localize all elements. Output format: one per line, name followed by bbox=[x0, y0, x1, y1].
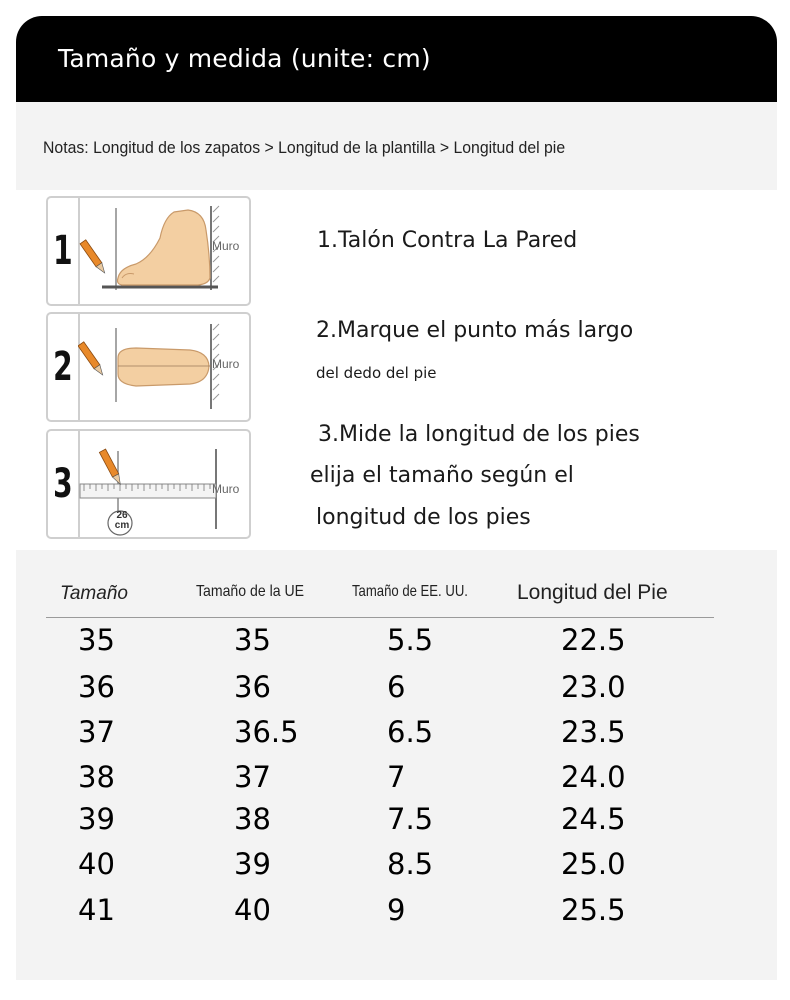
notes-band bbox=[16, 102, 777, 190]
step-3-number: 3 bbox=[53, 461, 73, 507]
step-2-text-line2: del dedo del pie bbox=[316, 364, 437, 382]
table-cell-us-size: 7.5 bbox=[387, 802, 434, 836]
table-cell-us-size: 6 bbox=[387, 670, 406, 704]
table-cell-us-size: 9 bbox=[387, 893, 406, 927]
step-3-text-line1: 3.Mide la longitud de los pies bbox=[318, 422, 640, 447]
table-cell-us-size: 6.5 bbox=[387, 715, 434, 749]
step-2-wall-label: Muro bbox=[212, 357, 240, 371]
step-2-text-line1: 2.Marque el punto más largo bbox=[316, 318, 634, 343]
table-cell-size: 35 bbox=[78, 623, 115, 657]
table-cell-eu-size: 36 bbox=[234, 670, 271, 704]
notes-text: Notas: Longitud de los zapatos > Longitud de la plantilla > Longitud del pie bbox=[43, 138, 566, 157]
table-cell-eu-size: 40 bbox=[234, 893, 271, 927]
table-cell-foot-length: 23.5 bbox=[561, 715, 626, 749]
table-cell-eu-size: 38 bbox=[234, 802, 271, 836]
table-cell-size: 40 bbox=[78, 847, 115, 881]
header-us-size: Tamaño de EE. UU. bbox=[352, 583, 468, 600]
table-cell-us-size: 7 bbox=[387, 760, 406, 794]
step-1-wall-label: Muro bbox=[212, 239, 240, 253]
step-2-number: 2 bbox=[53, 344, 73, 390]
table-cell-foot-length: 25.0 bbox=[561, 847, 626, 881]
step-1-number: 1 bbox=[53, 228, 73, 274]
step-3-text-line3: longitud de los pies bbox=[316, 505, 531, 530]
ruler-length-label: 26 cm bbox=[114, 510, 130, 531]
table-cell-eu-size: 39 bbox=[234, 847, 271, 881]
header-size: Tamaño bbox=[60, 583, 128, 604]
table-cell-foot-length: 25.5 bbox=[561, 893, 626, 927]
table-cell-size: 39 bbox=[78, 802, 115, 836]
table-cell-eu-size: 35 bbox=[234, 623, 271, 657]
table-cell-size: 41 bbox=[78, 893, 115, 927]
table-cell-eu-size: 36.5 bbox=[234, 715, 299, 749]
step-1-illustration bbox=[46, 196, 251, 306]
step-2-illustration bbox=[46, 312, 251, 422]
table-cell-size: 37 bbox=[78, 715, 115, 749]
table-cell-foot-length: 22.5 bbox=[561, 623, 626, 657]
step-3-text-line2: elija el tamaño según el bbox=[310, 463, 574, 488]
table-cell-foot-length: 23.0 bbox=[561, 670, 626, 704]
page-title: Tamaño y medida (unite: cm) bbox=[58, 44, 431, 73]
table-cell-foot-length: 24.0 bbox=[561, 760, 626, 794]
header-bar bbox=[16, 16, 777, 102]
table-cell-size: 36 bbox=[78, 670, 115, 704]
table-cell-foot-length: 24.5 bbox=[561, 802, 626, 836]
step-1-number-column bbox=[48, 198, 80, 304]
header-eu-size: Tamaño de la UE bbox=[196, 583, 305, 600]
header-foot-length: Longitud del Pie bbox=[517, 581, 668, 604]
table-cell-us-size: 5.5 bbox=[387, 623, 434, 657]
step-3-illustration bbox=[46, 429, 251, 539]
table-cell-eu-size: 37 bbox=[234, 760, 271, 794]
table-header-divider bbox=[46, 617, 714, 618]
step-2-number-column bbox=[48, 314, 80, 420]
table-cell-size: 38 bbox=[78, 760, 115, 794]
step-3-number-column bbox=[48, 431, 80, 537]
table-cell-us-size: 8.5 bbox=[387, 847, 434, 881]
step-3-wall-label: Muro bbox=[212, 482, 240, 496]
step-1-text: 1.Talón Contra La Pared bbox=[317, 228, 578, 253]
